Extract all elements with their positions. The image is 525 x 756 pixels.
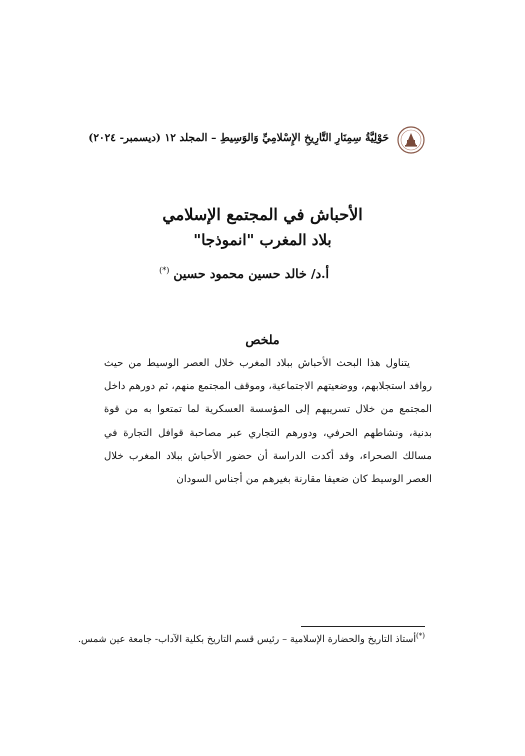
article-subtitle: بلاد المغرب "انموذجا": [193, 231, 332, 249]
author-name: أ.د/ خالد حسين محمود حسين: [173, 266, 329, 282]
author-line: [159, 266, 329, 281]
footnote: [78, 632, 425, 645]
journal-header-text: حَوْلِيَّةُ سِمِنَارِ التَّارِيخِ الإِسْلامِيِّ وَالوَسِيطِ – المجلد ١٢ (ديسمبر- ٢٠٢٤): [88, 132, 389, 144]
footnote-mark: (*): [416, 632, 425, 640]
abstract-paragraph: يتناول هذا البحث الأحباش ببلاد المغرب خلال العصر الوسيط من حيث روافد استجلابهم، ووضعيتهم الاجتماعية، وموقف المجتمع منهم، ثم دورهم داخل المجتمع من خلال تسريبهم إلى المؤسسة العسكرية لما تمتعوا به من قوة بدنية، ونشاطهم الحرفي، ودورهم التجاري عبر مصاحبة قوافل التجارة في مسالك الصحراء، وقد أكدت الدراسة أن حضور الأحباش ببلاد المغرب خلال العصر الوسيط كان ضعيفا مقارنة بغيرهم من أجناس السودان: [104, 358, 432, 486]
footnote-text: أستاذ التاريخ والحضارة الإسلامية – رئيس قسم التاريخ بكلية الآداب- جامعة عين شمس.: [77, 634, 417, 646]
page-header: [88, 126, 425, 156]
abstract-heading: ملخص: [245, 332, 280, 347]
author-footnote-mark: (*): [159, 266, 170, 275]
article-title: الأحباش في المجتمع الإسلامي: [162, 205, 363, 224]
footnote-divider: [301, 626, 425, 627]
university-emblem-icon: [397, 126, 425, 154]
abstract-body: [104, 352, 432, 491]
